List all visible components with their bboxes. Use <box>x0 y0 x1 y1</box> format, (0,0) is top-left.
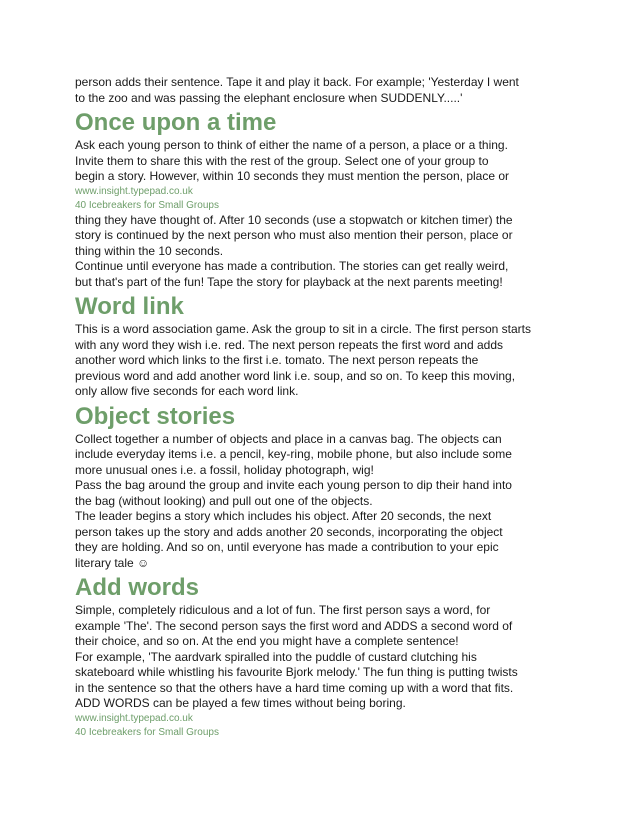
paragraph-line: begin a story. However, within 10 seconds they must mention the person, place or <box>75 169 510 183</box>
paragraph-line: Simple, completely ridiculous and a lot of fun. The first person says a word, for <box>75 603 491 617</box>
footer-label: 40 Icebreakers for Small Groups <box>75 199 219 211</box>
section-heading-add-words: Add words <box>75 574 199 601</box>
section-heading-object-stories: Object stories <box>75 402 236 430</box>
paragraph-line: their choice, and so on. At the end you might have a complete sentence! <box>75 634 459 648</box>
footer-label: 40 Icebreakers for Small Groups <box>75 726 219 738</box>
paragraph-line: more unusual ones i.e. a fossil, holiday photograph, wig! <box>75 462 374 477</box>
paragraph-line: Pass the bag around the group and invite each young person to dip their hand into <box>75 478 512 492</box>
paragraph-line: only allow five seconds for each word link. <box>75 384 299 398</box>
paragraph-line: thing they have thought of. After 10 seconds (use a stopwatch or kitchen timer) the <box>75 212 513 227</box>
paragraph-line: the bag (without looking) and pull out one of the objects. <box>75 493 373 508</box>
section-heading-word-link: Word link <box>75 293 184 320</box>
paragraph-line: they are holding. And so on, until everyone has made a contribution to your epic <box>75 540 499 554</box>
paragraph-line: story is continued by the next person who must also mention their person, place or <box>75 228 513 242</box>
intro-line: to the zoo and was passing the elephant enclosure when SUDDENLY.....' <box>75 90 463 105</box>
paragraph-line: ADD WORDS can be played a few times without being boring. <box>75 696 406 710</box>
footer-url: www.insight.typepad.co.uk <box>75 185 193 197</box>
paragraph-line: Invite them to share this with the rest of the group. Select one of your group to <box>75 153 489 168</box>
paragraph-line: thing within the 10 seconds. <box>75 243 224 258</box>
intro-line: person adds their sentence. Tape it and play it back. For example; 'Yesterday I went <box>75 75 519 89</box>
footer-url: www.insight.typepad.co.uk <box>75 712 193 724</box>
paragraph-line: skateboard while whistling his favourite Bjork melody.' The fun thing is putting twists <box>75 665 518 679</box>
paragraph-line: literary tale ☺ <box>75 555 150 570</box>
paragraph-line: with any word they wish i.e. red. The next person repeats the first word and adds <box>75 337 504 352</box>
paragraph-line: example 'The'. The second person says the first word and ADDS a second word of <box>75 618 513 633</box>
paragraph-line: person takes up the story and adds another 20 seconds, incorporating the object <box>75 524 503 539</box>
paragraph-line: This is a word association game. Ask the group to sit in a circle. The first person starts <box>75 322 531 336</box>
paragraph-line: Collect together a number of objects and place in a canvas bag. The objects can <box>75 431 502 446</box>
paragraph-line: Continue until everyone has made a contribution. The stories can get really weird, <box>75 259 509 273</box>
paragraph-line: but that's part of the fun! Tape the story for playback at the next parents meeting! <box>75 274 503 289</box>
paragraph-line: Ask each young person to think of either the name of a person, a place or a thing. <box>75 138 508 152</box>
paragraph-line: For example, 'The aardvark spiralled into the puddle of custard clutching his <box>75 649 477 664</box>
page-content <box>75 75 565 740</box>
paragraph-line: previous word and add another word link i.e. soup, and so on. To keep this moving, <box>75 368 516 383</box>
paragraph-line: in the sentence so that the others have a hard time coming up with a word that fits. <box>75 680 514 695</box>
section-heading-once-upon-a-time: Once upon a time <box>75 109 277 136</box>
paragraph-line: include everyday items i.e. a pencil, key-ring, mobile phone, but also include some <box>75 447 512 461</box>
paragraph-line: another word which links to the first i.e. tomato. The next person repeats the <box>75 353 479 367</box>
paragraph-line: The leader begins a story which includes his object. After 20 seconds, the next <box>75 509 492 523</box>
